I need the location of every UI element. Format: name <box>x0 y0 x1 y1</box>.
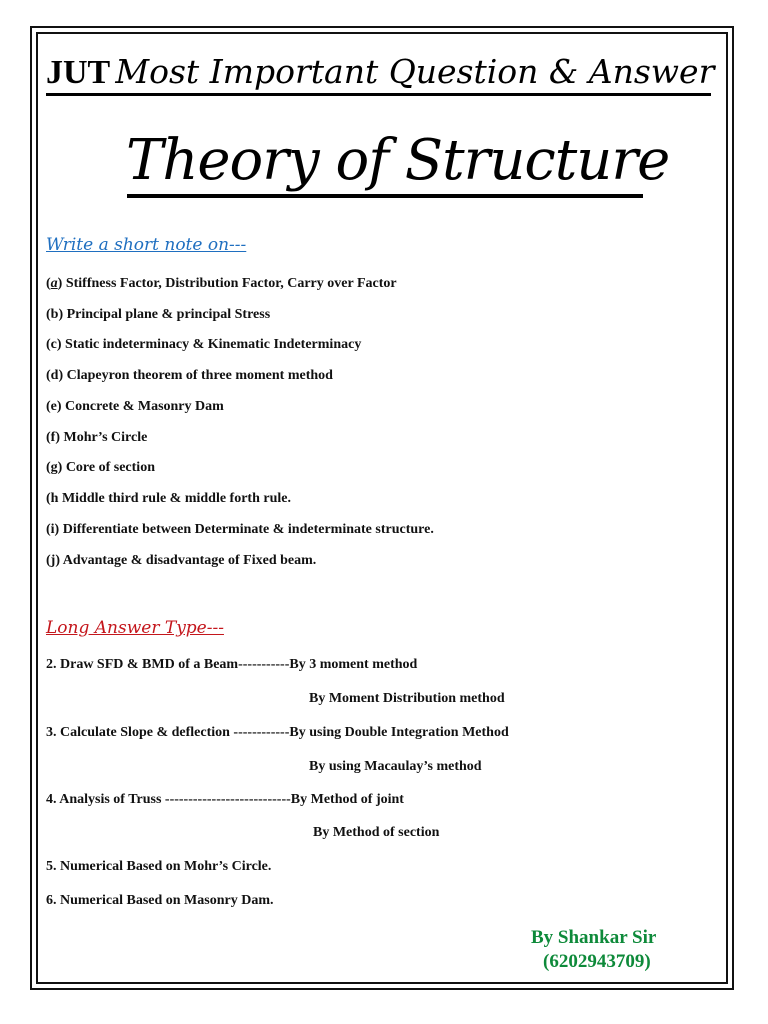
title-underline <box>127 194 643 198</box>
header-prefix: JUT <box>46 54 111 91</box>
long-answer-line: By Moment Distribution method <box>309 691 505 706</box>
long-answer-line: By using Macaulay’s method <box>309 759 482 774</box>
short-note-item: (j) Advantage & disadvantage of Fixed beam. <box>46 553 317 568</box>
short-note-heading: Write a short note on--- <box>46 235 247 255</box>
short-note-item: (i) Differentiate between Determinate & indeterminate structure. <box>46 522 434 537</box>
short-note-item: (d) Clapeyron theorem of three moment method <box>46 368 333 383</box>
header-title <box>46 52 714 92</box>
page-title: Theory of Structure <box>126 128 670 193</box>
short-note-item: (b) Principal plane & principal Stress <box>46 307 271 322</box>
short-note-item: (f) Mohr’s Circle <box>46 430 148 445</box>
long-answer-line: 2. Draw SFD & BMD of a Beam-----------By 3 moment method <box>46 657 418 672</box>
long-answer-line: 6. Numerical Based on Masonry Dam. <box>46 893 274 908</box>
author-credit: By Shankar Sir <box>531 927 657 948</box>
long-answer-line: 4. Analysis of Truss ---------------------------By Method of joint <box>46 792 404 807</box>
long-answer-line: By Method of section <box>313 825 440 840</box>
item-open-paren: ( <box>46 276 51 291</box>
short-note-item: (g) Core of section <box>46 460 155 475</box>
header-underline <box>46 93 711 96</box>
header-subtitle: Most Important Question & Answer <box>115 52 715 91</box>
short-note-item: (e) Concrete & Masonry Dam <box>46 399 224 414</box>
item-text: ) Stiffness Factor, Distribution Factor, Carry over Factor <box>57 276 397 291</box>
author-phone: (6202943709) <box>543 951 651 972</box>
long-answer-heading: Long Answer Type--- <box>46 618 224 638</box>
long-answer-line: 3. Calculate Slope & deflection ------------By using Double Integration Method <box>46 725 509 740</box>
item-letter: a <box>50 276 58 291</box>
short-note-item: (h Middle third rule & middle forth rule. <box>46 491 291 506</box>
short-note-item <box>46 276 397 292</box>
short-note-item: (c) Static indeterminacy & Kinematic Indeterminacy <box>46 337 362 352</box>
long-answer-line: 5. Numerical Based on Mohr’s Circle. <box>46 859 272 874</box>
